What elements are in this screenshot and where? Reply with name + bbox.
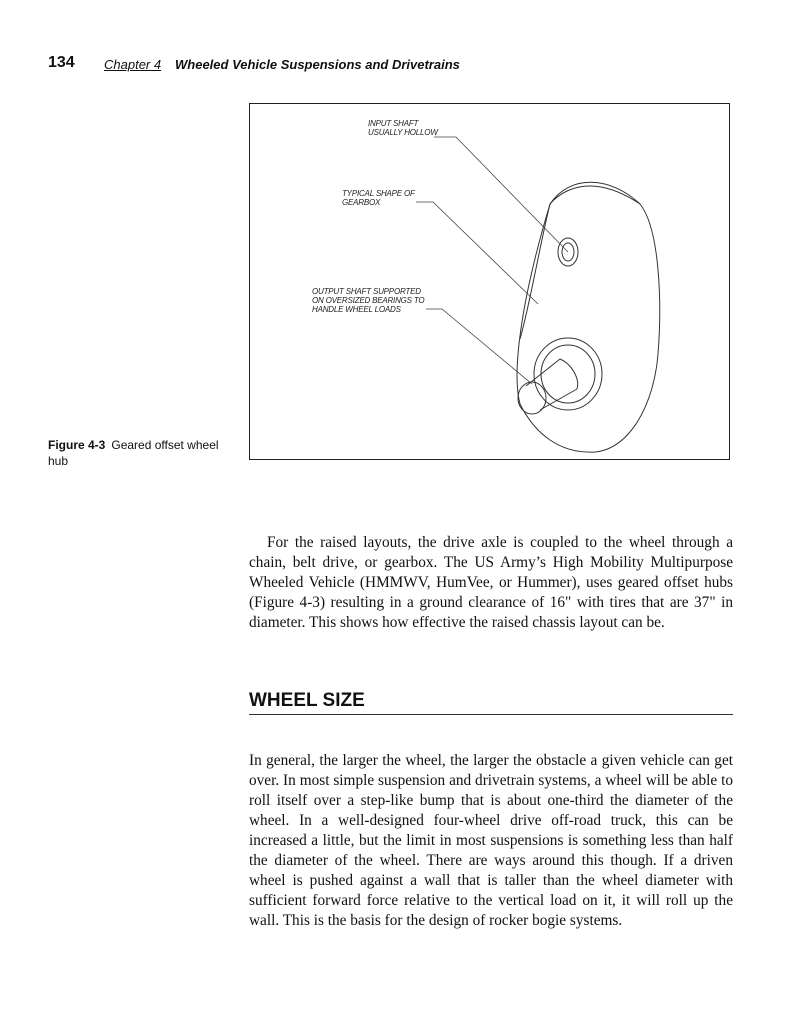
page-number: 134 — [48, 54, 75, 71]
callout-output-shaft: OUTPUT SHAFT SUPPORTED ON OVERSIZED BEARINGS TO HANDLE WHEEL LOADS — [312, 287, 425, 314]
chapter-title: Wheeled Vehicle Suspensions and Drivetrains — [175, 57, 460, 72]
figure-label: Figure 4-3 — [48, 438, 106, 452]
callout-gearbox-shape: TYPICAL SHAPE OF GEARBOX — [342, 189, 415, 207]
body-paragraph: In general, the larger the wheel, the larger the obstacle a given vehicle can get over. In most simple suspension and drivetrain systems, a wheel will be able to roll itself over a step-like bump that is about one-third the diameter of the wheel. In a well-designed four-wheel drive off-road truck, this can be increased a little, but the limit in most suspensions is something less than half the diameter of the wheel. There are ways around this though. If a driven wheel is pushed against a wall that is taller than the wheel diameter with sufficient forward force relative to the vertical load on it, it will roll up the wall. This is the basis for the design of rocker bogie systems. — [249, 752, 733, 930]
chapter-label: Chapter 4 — [104, 57, 162, 72]
gearbox-drawing — [250, 104, 731, 461]
figure-caption — [48, 437, 228, 469]
figure-caption-text: Geared offset wheel hub — [48, 438, 219, 468]
running-header — [48, 52, 748, 76]
figure-4-3 — [249, 103, 730, 460]
callout-input-shaft: INPUT SHAFT USUALLY HOLLOW — [368, 119, 438, 137]
body-paragraph: For the raised layouts, the drive axle is coupled to the wheel through a chain, belt drive, or gearbox. The US Army’s High Mobility Multipurpose Wheeled Vehicle (HMMWV, HumVee, or Hummer), uses geared offset hubs (Figure 4-3) resulting in a ground clearance of 16" with tires that are 37" in diameter. This shows how effective the raised chassis layout can be. — [249, 534, 733, 632]
section-heading: WHEEL SIZE — [249, 690, 733, 715]
